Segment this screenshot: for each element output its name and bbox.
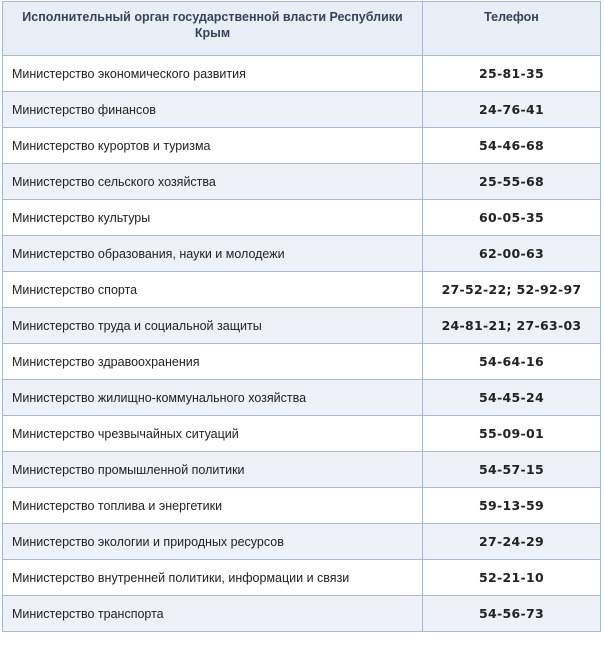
phone-cell: 54-57-15 [423,452,601,488]
organ-cell: Министерство чрезвычайных ситуаций [3,416,423,452]
organ-cell: Министерство промышленной политики [3,452,423,488]
column-header-phone: Телефон [423,2,601,56]
organ-cell: Министерство курортов и туризма [3,128,423,164]
phone-cell: 27-52-22; 52-92-97 [423,272,601,308]
organ-cell: Министерство жилищно-коммунального хозяйства [3,380,423,416]
organ-cell: Министерство экономического развития [3,56,423,92]
table-row [3,560,601,596]
organ-cell: Министерство транспорта [3,596,423,632]
table-row [3,596,601,632]
table-row [3,308,601,344]
phone-cell: 27-24-29 [423,524,601,560]
phone-cell: 54-56-73 [423,596,601,632]
organ-cell: Министерство внутренней политики, информации и связи [3,560,423,596]
phone-cell: 25-55-68 [423,164,601,200]
phone-cell: 54-64-16 [423,344,601,380]
phone-cell: 55-09-01 [423,416,601,452]
table-row [3,272,601,308]
organ-cell: Министерство здравоохранения [3,344,423,380]
table-row [3,524,601,560]
table-body [3,56,601,632]
phone-cell: 54-45-24 [423,380,601,416]
organ-cell: Министерство экологии и природных ресурсов [3,524,423,560]
phone-cell: 52-21-10 [423,560,601,596]
table-row [3,236,601,272]
organ-cell: Министерство сельского хозяйства [3,164,423,200]
phone-cell: 59-13-59 [423,488,601,524]
organ-cell: Министерство культуры [3,200,423,236]
table-row [3,488,601,524]
phone-directory-table [2,1,601,632]
phone-cell: 24-76-41 [423,92,601,128]
column-header-organ: Исполнительный орган государственной власти Республики Крым [3,2,423,56]
table-row [3,452,601,488]
organ-cell: Министерство труда и социальной защиты [3,308,423,344]
table-row [3,200,601,236]
table-row [3,416,601,452]
phone-cell: 25-81-35 [423,56,601,92]
organ-cell: Министерство финансов [3,92,423,128]
table-row [3,164,601,200]
table-row [3,92,601,128]
table-row [3,56,601,92]
header-row [3,2,601,56]
organ-cell: Министерство образования, науки и молодежи [3,236,423,272]
phone-cell: 54-46-68 [423,128,601,164]
phone-cell: 62-00-63 [423,236,601,272]
organ-cell: Министерство топлива и энергетики [3,488,423,524]
table-row [3,380,601,416]
table-row [3,344,601,380]
phone-cell: 24-81-21; 27-63-03 [423,308,601,344]
phone-cell: 60-05-35 [423,200,601,236]
table-row [3,128,601,164]
table-header [3,2,601,56]
organ-cell: Министерство спорта [3,272,423,308]
